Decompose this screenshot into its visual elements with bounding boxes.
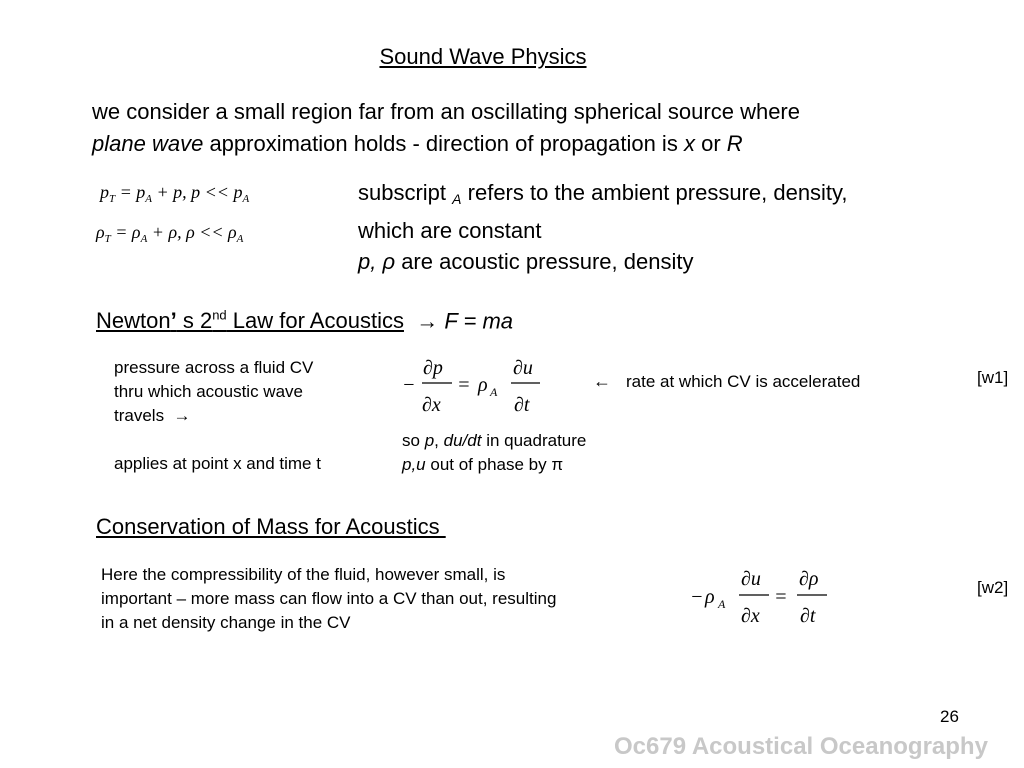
newton-heading — [96, 308, 513, 334]
cv-description: pressure across a fluid CV thru which acoustic wave travels → — [114, 358, 314, 425]
applies-note: applies at point x and time t — [114, 454, 321, 473]
eq-equals: = — [774, 586, 788, 608]
newton-formula: F = ma — [444, 308, 514, 334]
left-arrow-icon: ← — [593, 371, 611, 391]
ambient-note-line-2: which are constant — [358, 218, 542, 243]
intro-line-2-text: approximation holds - direction of propagation is — [209, 131, 678, 156]
continuity-equation — [688, 563, 838, 633]
slide-title: Sound Wave Physics — [379, 44, 587, 69]
momentum-equation — [400, 352, 550, 422]
equation-tag-w1: [w1] — [977, 368, 1009, 387]
intro-R: R — [726, 131, 743, 156]
ambient-note-line-3: p, ρ are acoustic pressure, density — [358, 249, 694, 274]
eq-num-left: ∂u — [741, 568, 761, 590]
right-arrow-icon: → — [173, 406, 191, 425]
eq-num-left: ∂p — [423, 357, 443, 379]
equation-tag-w2: [w2] — [977, 578, 1009, 597]
newton-heading-text: Newton’ s 2nd Law for Acoustics — [96, 308, 404, 334]
course-footer: Oc679 Acoustical Oceanography — [614, 733, 988, 760]
eq-rho-sub: A — [718, 597, 726, 611]
intro-or: or — [701, 131, 721, 156]
mass-heading: Conservation of Mass for Acoustics — [96, 514, 446, 539]
intro-line-2 — [92, 128, 972, 160]
eq-rho: ρ — [705, 586, 715, 608]
ambient-density-equation: $\rho_T = \rho_A + \rho$, $\rho << \rho_A$ — [96, 222, 244, 245]
eq-den-right: ∂t — [800, 605, 816, 627]
mass-description: Here the compressibility of the fluid, however small, is important – more mass can flow into a CV than out, resulting in a net density change in the CV — [101, 565, 557, 632]
ambient-pressure-equation: $p_T = p_A + p$, $p << p_A$ — [100, 182, 250, 205]
eq-equals: = — [457, 374, 471, 396]
eq-num-right: ∂ρ — [799, 568, 819, 590]
quadrature-note: so p, du/dt in quadrature p,u out of phase by π — [402, 431, 587, 474]
ambient-note — [358, 177, 968, 277]
eq-minus: − — [402, 374, 416, 396]
ambient-note-line-1: subscript A refers to the ambient pressure, density, — [358, 180, 848, 207]
eq-num-right: ∂u — [513, 357, 533, 379]
intro-plane-wave: plane wave — [92, 131, 204, 156]
eq-minus: − — [690, 586, 704, 608]
intro-x: x — [683, 131, 695, 156]
right-arrow-icon: → — [416, 308, 439, 334]
eq-den-left: ∂x — [422, 394, 441, 416]
eq-rho: ρ — [478, 374, 488, 396]
intro-paragraph — [92, 96, 972, 160]
rate-note: ← rate at which CV is accelerated — [593, 371, 861, 391]
eq-den-left: ∂x — [741, 605, 760, 627]
page-number: 26 — [940, 707, 959, 726]
intro-line-1: we consider a small region far from an oscillating spherical source where — [92, 99, 800, 124]
eq-den-right: ∂t — [514, 394, 530, 416]
eq-rho-sub: A — [490, 385, 498, 399]
